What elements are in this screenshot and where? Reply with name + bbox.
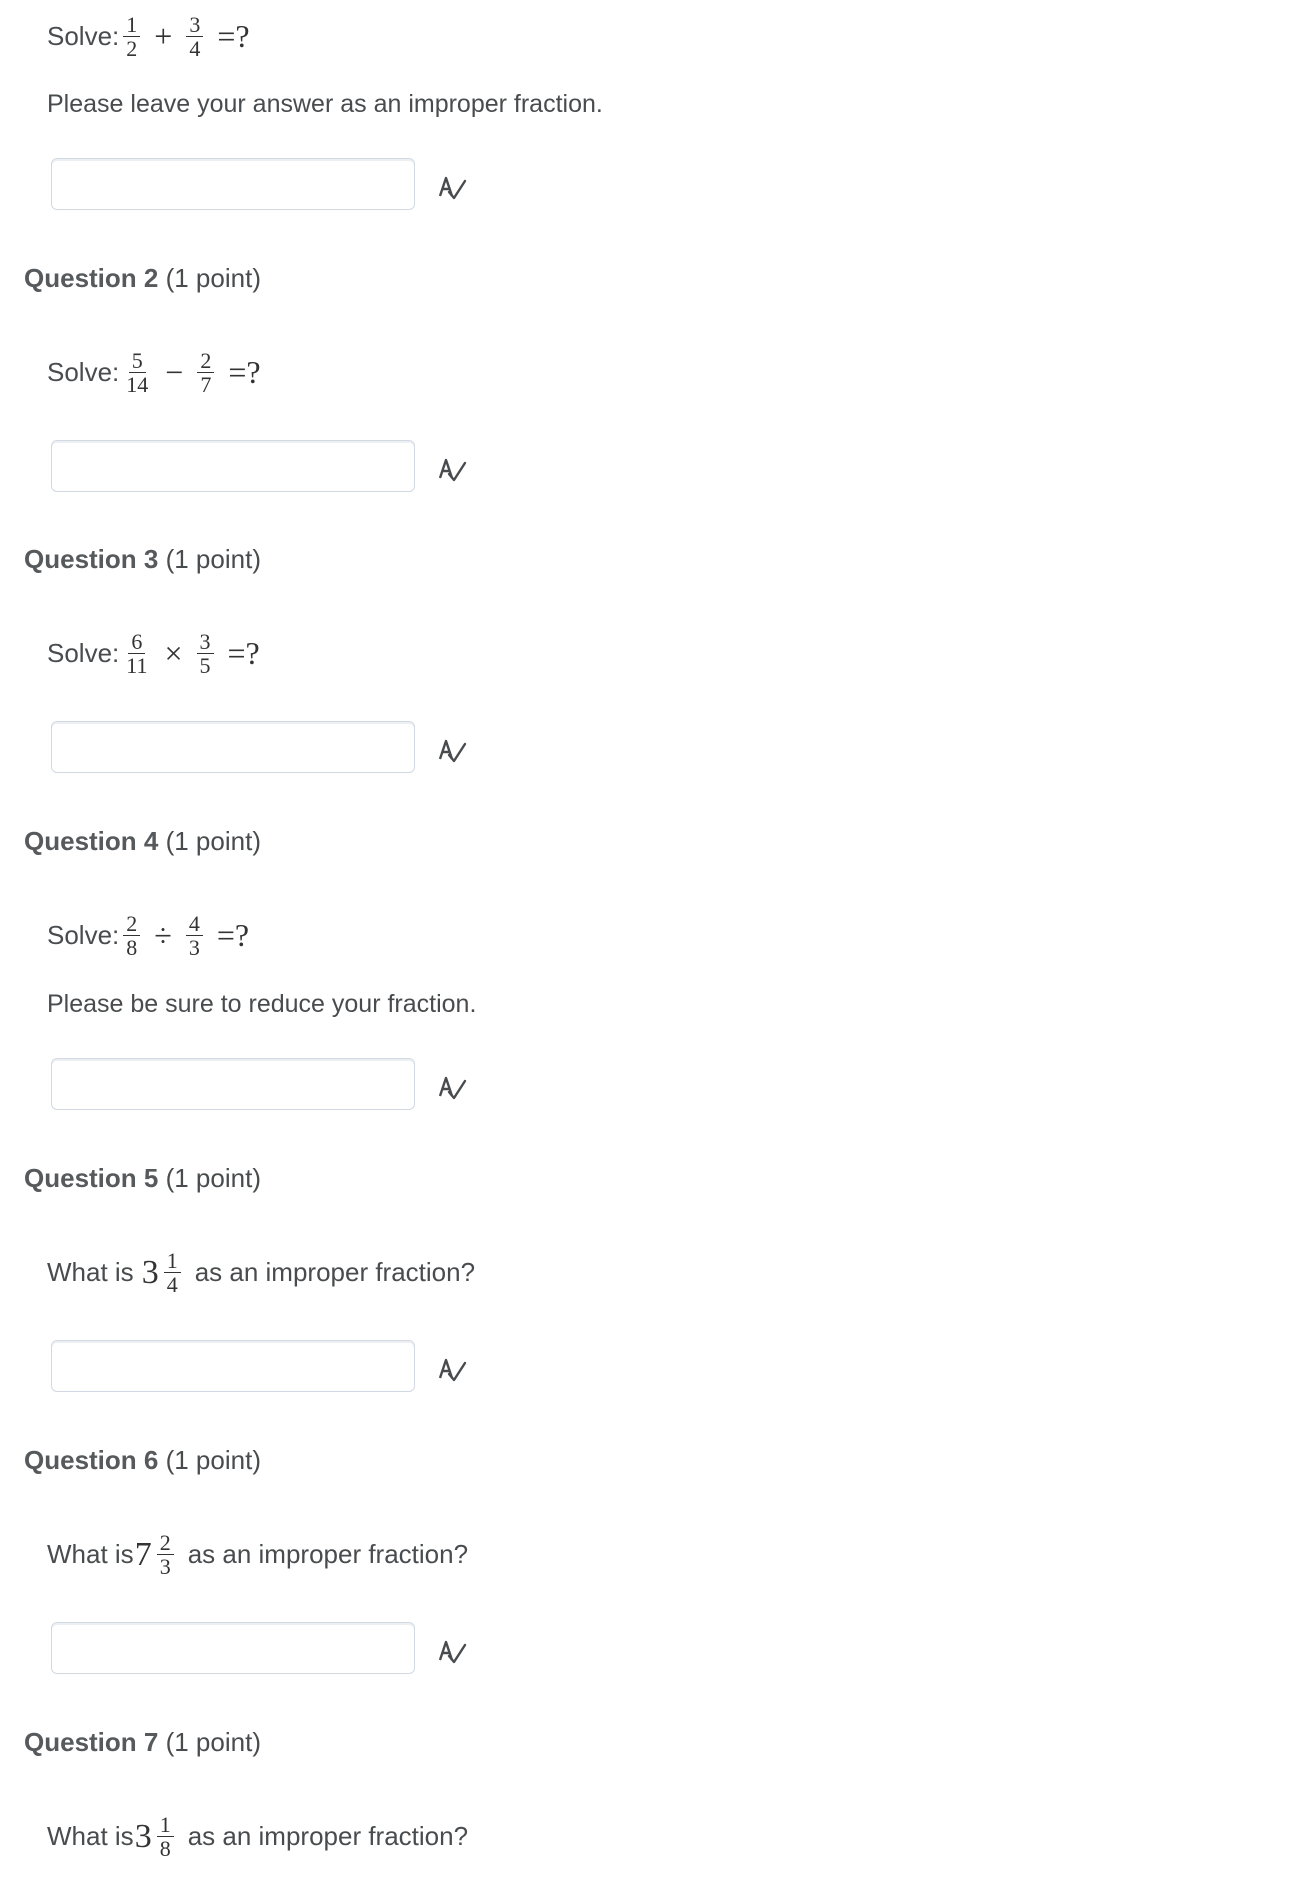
- q1-note: Please leave your answer as an improper fraction.: [47, 90, 603, 118]
- q6-prompt: What is 7 $\frac{2}{3}$ as an improper fraction?: [47, 1530, 469, 1579]
- fraction: $\frac{6}{11}$: [126, 629, 148, 678]
- q3-answer-input[interactable]: [51, 721, 415, 773]
- q4-note: Please be sure to reduce your fraction.: [47, 990, 477, 1018]
- spell-check-icon[interactable]: [437, 735, 467, 765]
- q6-answer-input[interactable]: [51, 1622, 415, 1674]
- q2-prompt: Solve: $\frac{5}{14}$ − $\frac{2}{7}$ =?: [47, 348, 261, 397]
- q6-mixed-number: 7 $\frac{2}{3}$: [135, 1532, 178, 1577]
- q7-prompt: What is 3 $\frac{1}{8}$ as an improper fraction?: [47, 1812, 469, 1861]
- fraction: $\frac{3}{4}$: [186, 14, 203, 59]
- fraction: $\frac{2}{3}$: [157, 1532, 174, 1577]
- q3-expression: $\frac{6}{11}$ × $\frac{3}{5}$ =?: [119, 631, 259, 676]
- spell-check-icon[interactable]: [437, 172, 467, 202]
- fraction: $\frac{1}{4}$: [164, 1250, 181, 1295]
- spell-check-icon[interactable]: [437, 454, 467, 484]
- spell-check-icon[interactable]: [437, 1072, 467, 1102]
- q2-expression: $\frac{5}{14}$ − $\frac{2}{7}$ =?: [119, 350, 260, 395]
- fraction: $\frac{1}{8}$: [157, 1814, 174, 1859]
- fraction: $\frac{5}{14}$: [126, 348, 149, 397]
- q5-header: Question 5 (1 point): [24, 1163, 261, 1193]
- fraction: $\frac{2}{8}$: [123, 913, 140, 958]
- spell-check-icon[interactable]: [437, 1636, 467, 1666]
- q3-header: Question 3 (1 point): [24, 544, 261, 574]
- fraction: $\frac{4}{3}$: [186, 913, 203, 958]
- q7-mixed-number: 3 $\frac{1}{8}$: [135, 1814, 178, 1859]
- q1-expression: $\frac{1}{2}$ + $\frac{3}{4}$ =?: [119, 14, 249, 59]
- q7-header: Question 7 (1 point): [24, 1727, 261, 1757]
- q2-answer-input[interactable]: [51, 440, 415, 492]
- q4-prompt: Solve: $\frac{2}{8}$ ÷ $\frac{4}{3}$ =?: [47, 911, 250, 960]
- fraction: $\frac{3}{5}$: [197, 631, 214, 676]
- q3-prompt: Solve: $\frac{6}{11}$ × $\frac{3}{5}$ =?: [47, 629, 260, 678]
- q4-answer-input[interactable]: [51, 1058, 415, 1110]
- q1-prompt-label: Solve:: [47, 21, 120, 51]
- q5-answer-input[interactable]: [51, 1340, 415, 1392]
- q5-mixed-number: 3 $\frac{1}{4}$: [142, 1250, 185, 1295]
- spell-check-icon[interactable]: [437, 1354, 467, 1384]
- q1-prompt: [47, 14, 250, 59]
- q5-prompt: What is 3 $\frac{1}{4}$ as an improper fraction?: [47, 1248, 476, 1297]
- q2-header: Question 2 (1 point): [24, 263, 261, 293]
- q4-expression: $\frac{2}{8}$ ÷ $\frac{4}{3}$ =?: [119, 913, 249, 958]
- fraction: $\frac{1}{2}$: [123, 14, 140, 59]
- q6-header: Question 6 (1 point): [24, 1445, 261, 1475]
- q1-answer-input[interactable]: [51, 158, 415, 210]
- fraction: $\frac{2}{7}$: [197, 350, 214, 395]
- q4-header: Question 4 (1 point): [24, 826, 261, 856]
